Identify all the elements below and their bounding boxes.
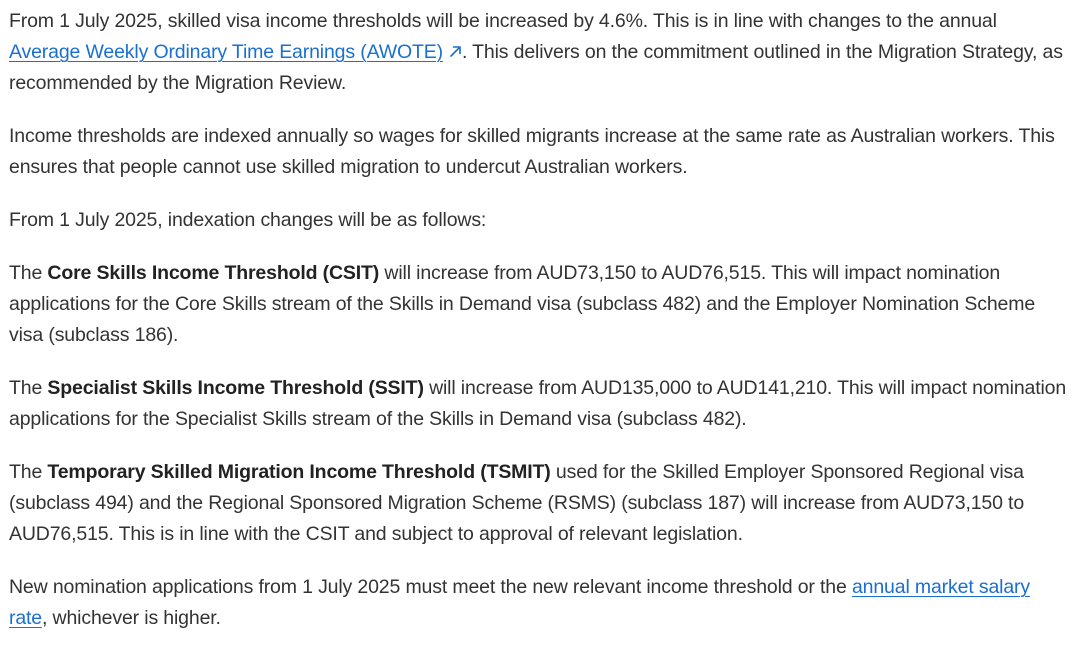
indexation-paragraph: Income thresholds are indexed annually so wages for skilled migrants increase at the same rate as Australian workers. This ensures that people cannot use skilled migration to undercut Australian workers. xyxy=(9,125,1055,178)
tsmit-pre: The xyxy=(9,461,48,483)
intro-text-start: From 1 July 2025, skilled visa income thresholds will be increased by 4.6%. This is in line with changes to the annual xyxy=(9,10,997,32)
csit-paragraph xyxy=(9,258,1072,351)
tsmit-term: Temporary Skilled Migration Income Threshold (TSMIT) xyxy=(47,461,551,483)
ssit-paragraph xyxy=(9,373,1072,435)
salary-text-start: New nomination applications from 1 July 2025 must meet the new relevant income threshold or the xyxy=(9,576,852,598)
market-salary-link[interactable]: annual market salary rate xyxy=(9,576,1030,629)
intro-paragraph xyxy=(9,6,1072,99)
tsmit-paragraph xyxy=(9,457,1072,550)
changes-intro-paragraph: From 1 July 2025, indexation changes will be as follows: xyxy=(9,209,487,231)
csit-term: Core Skills Income Threshold (CSIT) xyxy=(47,262,380,284)
salary-paragraph xyxy=(9,572,1072,634)
salary-text-end: , whichever is higher. xyxy=(42,607,221,629)
ssit-detail: will increase from AUD135,000 to AUD141,210. This will impact nomination applications for the Specialist Skills stream of the Skills in Demand visa (subclass 482). xyxy=(9,377,1067,430)
intro-text-end: . This delivers on the commitment outlined in the Migration Strategy, as recommended by the Migration Review. xyxy=(9,41,1063,94)
csit-detail: will increase from AUD73,150 to AUD76,515. This will impact nomination applications for the Core Skills stream of the Skills in Demand visa (subclass 482) and the Employer Nomination Scheme visa (subclass 186). xyxy=(9,262,1036,346)
awote-link[interactable] xyxy=(9,41,462,63)
csit-pre: The xyxy=(9,262,48,284)
awote-link-label: Average Weekly Ordinary Time Earnings (AWOTE) xyxy=(9,41,443,63)
ssit-term: Specialist Skills Income Threshold (SSIT) xyxy=(47,377,424,399)
external-link-icon xyxy=(449,37,462,68)
tsmit-detail: used for the Skilled Employer Sponsored Regional visa (subclass 494) and the Regional Sponsored Migration Scheme (RSMS) (subclass 187) will increase from AUD73,150 to AUD76,515. This is in line with the CSIT and subject to approval of relevant legislation. xyxy=(9,461,1025,545)
ssit-pre: The xyxy=(9,377,48,399)
